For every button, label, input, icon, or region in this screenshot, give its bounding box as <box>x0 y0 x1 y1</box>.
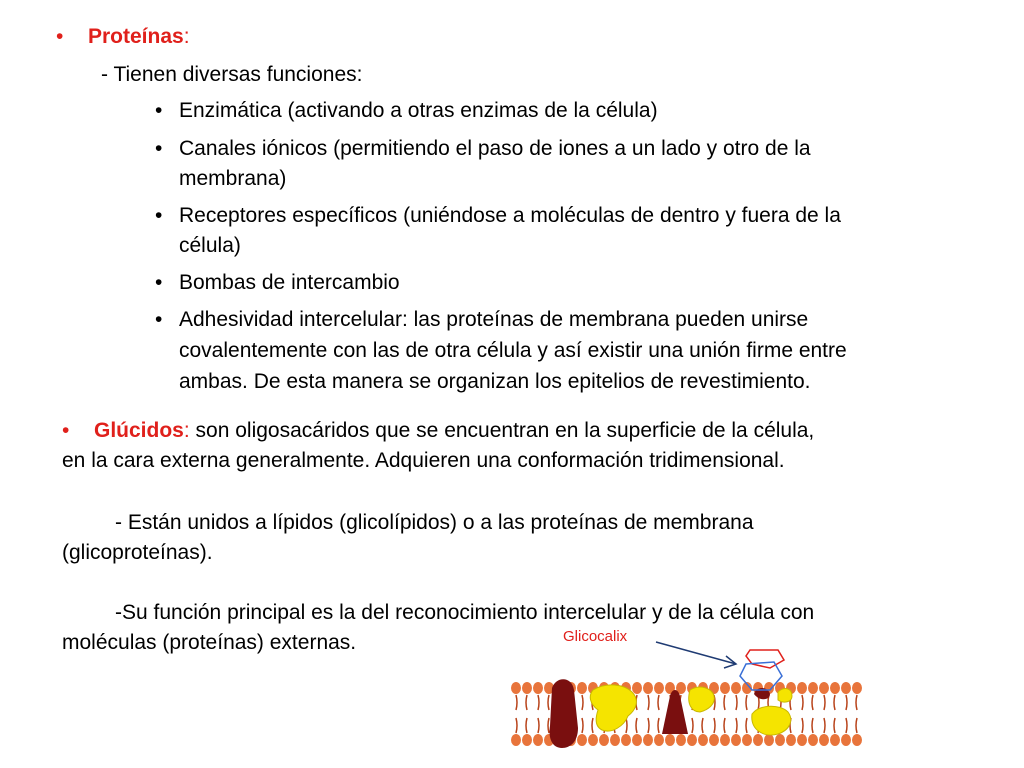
lipid-tail <box>802 695 803 710</box>
glucidos-line1-text: son oligosacáridos que se encuentran en la superficie de la célula, <box>189 419 815 442</box>
lipid-tail <box>548 695 549 710</box>
lipid-head <box>830 734 840 746</box>
funcion-item-canales: • Canales iónicos (permitiendo el paso de iones a un lado y otro de la <box>179 134 811 164</box>
lipid-head <box>577 682 587 694</box>
lipid-head <box>643 734 653 746</box>
lipid-head <box>797 734 807 746</box>
lipid-tail <box>516 718 517 733</box>
glucidos-para2-line1: - Están unidos a lípidos (glicolípidos) o a las proteínas de membrana <box>115 511 754 534</box>
protein-yellow-4 <box>778 689 792 703</box>
lipid-tail <box>846 718 847 733</box>
lipid-head <box>632 682 642 694</box>
lipid-tail <box>856 695 857 710</box>
lipid-head <box>786 734 796 746</box>
proteinas-intro: - Tienen diversas funciones: <box>101 63 363 86</box>
lipid-tail <box>526 695 527 710</box>
proteinas-bullet: • <box>56 25 64 48</box>
lipid-head <box>676 734 686 746</box>
lipid-head <box>522 682 532 694</box>
glucidos-line2: en la cara externa generalmente. Adquieren una conformación tridimensional. <box>62 449 785 472</box>
lipid-head <box>588 734 598 746</box>
lipid-head <box>775 734 785 746</box>
lipid-head <box>841 682 851 694</box>
lipid-tail <box>702 718 703 733</box>
lipid-tail <box>856 718 857 733</box>
lipid-tail <box>846 695 847 710</box>
funcion-item-receptores-cont: célula) <box>179 234 241 257</box>
lipid-tail <box>538 718 539 733</box>
funcion-item-adhesividad-cont2: ambas. De esta manera se organizan los epitelios de revestimiento. <box>179 370 811 393</box>
lipid-head <box>599 734 609 746</box>
protein-yellow-3 <box>752 706 791 735</box>
lipid-tail <box>592 718 593 733</box>
lipid-tail <box>824 695 825 710</box>
protein-dark-2 <box>662 690 688 734</box>
glucidos-para3-line1: -Su función principal es la del reconocimiento intercelular y de la célula con <box>115 601 815 624</box>
lipid-head <box>720 682 730 694</box>
lipid-tail <box>526 718 527 733</box>
protein-yellow-1 <box>590 685 636 731</box>
lipid-tail <box>746 718 747 733</box>
glucidos-bullet: • <box>62 419 70 442</box>
funcion-item-adhesividad: • Adhesividad intercelular: las proteínas de membrana pueden unirse <box>179 305 808 335</box>
lipid-tail <box>658 695 659 710</box>
lipid-head <box>654 734 664 746</box>
lipid-head <box>753 734 763 746</box>
glucidos-colon: : <box>183 419 190 442</box>
lipid-tail <box>824 718 825 733</box>
glucidos-para3-line2: moléculas (proteínas) externas. <box>62 631 357 654</box>
lipid-tail <box>582 695 583 710</box>
arrow-line <box>656 642 736 664</box>
proteinas-title: Proteínas <box>88 25 184 48</box>
glucidos-para2-line2: (glicoproteínas). <box>62 541 213 564</box>
lipid-head <box>533 734 543 746</box>
protein-yellow-2 <box>689 687 715 712</box>
lipid-head <box>852 682 862 694</box>
lipid-tail <box>736 718 737 733</box>
lipid-tail <box>736 695 737 710</box>
lipid-tail <box>834 718 835 733</box>
lipid-head <box>698 734 708 746</box>
lipid-head <box>852 734 862 746</box>
funcion-item-adhesividad-cont1: covalentemente con las de otra célula y así existir una unión firme entre <box>179 339 847 362</box>
lipid-tail <box>812 695 813 710</box>
lipid-head <box>731 734 741 746</box>
glyco-red-hexagon <box>746 650 784 668</box>
lipid-tail <box>548 718 549 733</box>
lipid-tail <box>658 718 659 733</box>
lipid-tail <box>692 718 693 733</box>
lipid-head <box>654 682 664 694</box>
lipid-head <box>610 734 620 746</box>
lipid-head <box>764 734 774 746</box>
lipid-head <box>720 734 730 746</box>
lipid-head <box>742 734 752 746</box>
lipid-head <box>533 682 543 694</box>
funcion-item-canales-cont: membrana) <box>179 167 287 190</box>
lipid-head <box>522 734 532 746</box>
lipid-tail <box>834 695 835 710</box>
lipid-head <box>709 734 719 746</box>
funcion-item-bombas: • Bombas de intercambio <box>179 268 400 298</box>
lipid-tail <box>724 718 725 733</box>
lipid-head <box>511 682 521 694</box>
lipid-tail <box>648 718 649 733</box>
glicocalix-arrow <box>656 642 736 668</box>
lipid-head <box>808 734 818 746</box>
lipid-head <box>830 682 840 694</box>
lipid-tail <box>538 695 539 710</box>
funcion-item-receptores: • Receptores específicos (uniéndose a moléculas de dentro y fuera de la <box>179 201 841 231</box>
lipid-tail <box>746 695 747 710</box>
lipid-tail <box>648 695 649 710</box>
lipid-tail <box>636 718 637 733</box>
lipid-head <box>511 734 521 746</box>
lipid-tail <box>724 695 725 710</box>
lipid-head <box>797 682 807 694</box>
lipid-head <box>819 682 829 694</box>
lipid-head <box>621 734 631 746</box>
lipid-head <box>632 734 642 746</box>
lipid-head <box>731 682 741 694</box>
lipid-tail <box>714 718 715 733</box>
glicocalix-label: Glicocalix <box>563 628 628 645</box>
lipid-head <box>808 682 818 694</box>
lipid-head <box>665 734 675 746</box>
lipid-tail <box>812 718 813 733</box>
lipid-tail <box>802 718 803 733</box>
lipid-tail <box>582 718 583 733</box>
lipid-head <box>643 682 653 694</box>
protein-dark-1 <box>550 679 579 748</box>
lipid-head <box>819 734 829 746</box>
proteinas-colon: : <box>183 25 190 48</box>
glucidos-title: Glúcidos <box>94 419 184 442</box>
funcion-item-enzimatica: • Enzimática (activando a otras enzimas de la célula) <box>179 96 658 126</box>
lipid-tail <box>516 695 517 710</box>
lipid-head <box>577 734 587 746</box>
lipid-head <box>687 734 697 746</box>
lipid-head <box>841 734 851 746</box>
